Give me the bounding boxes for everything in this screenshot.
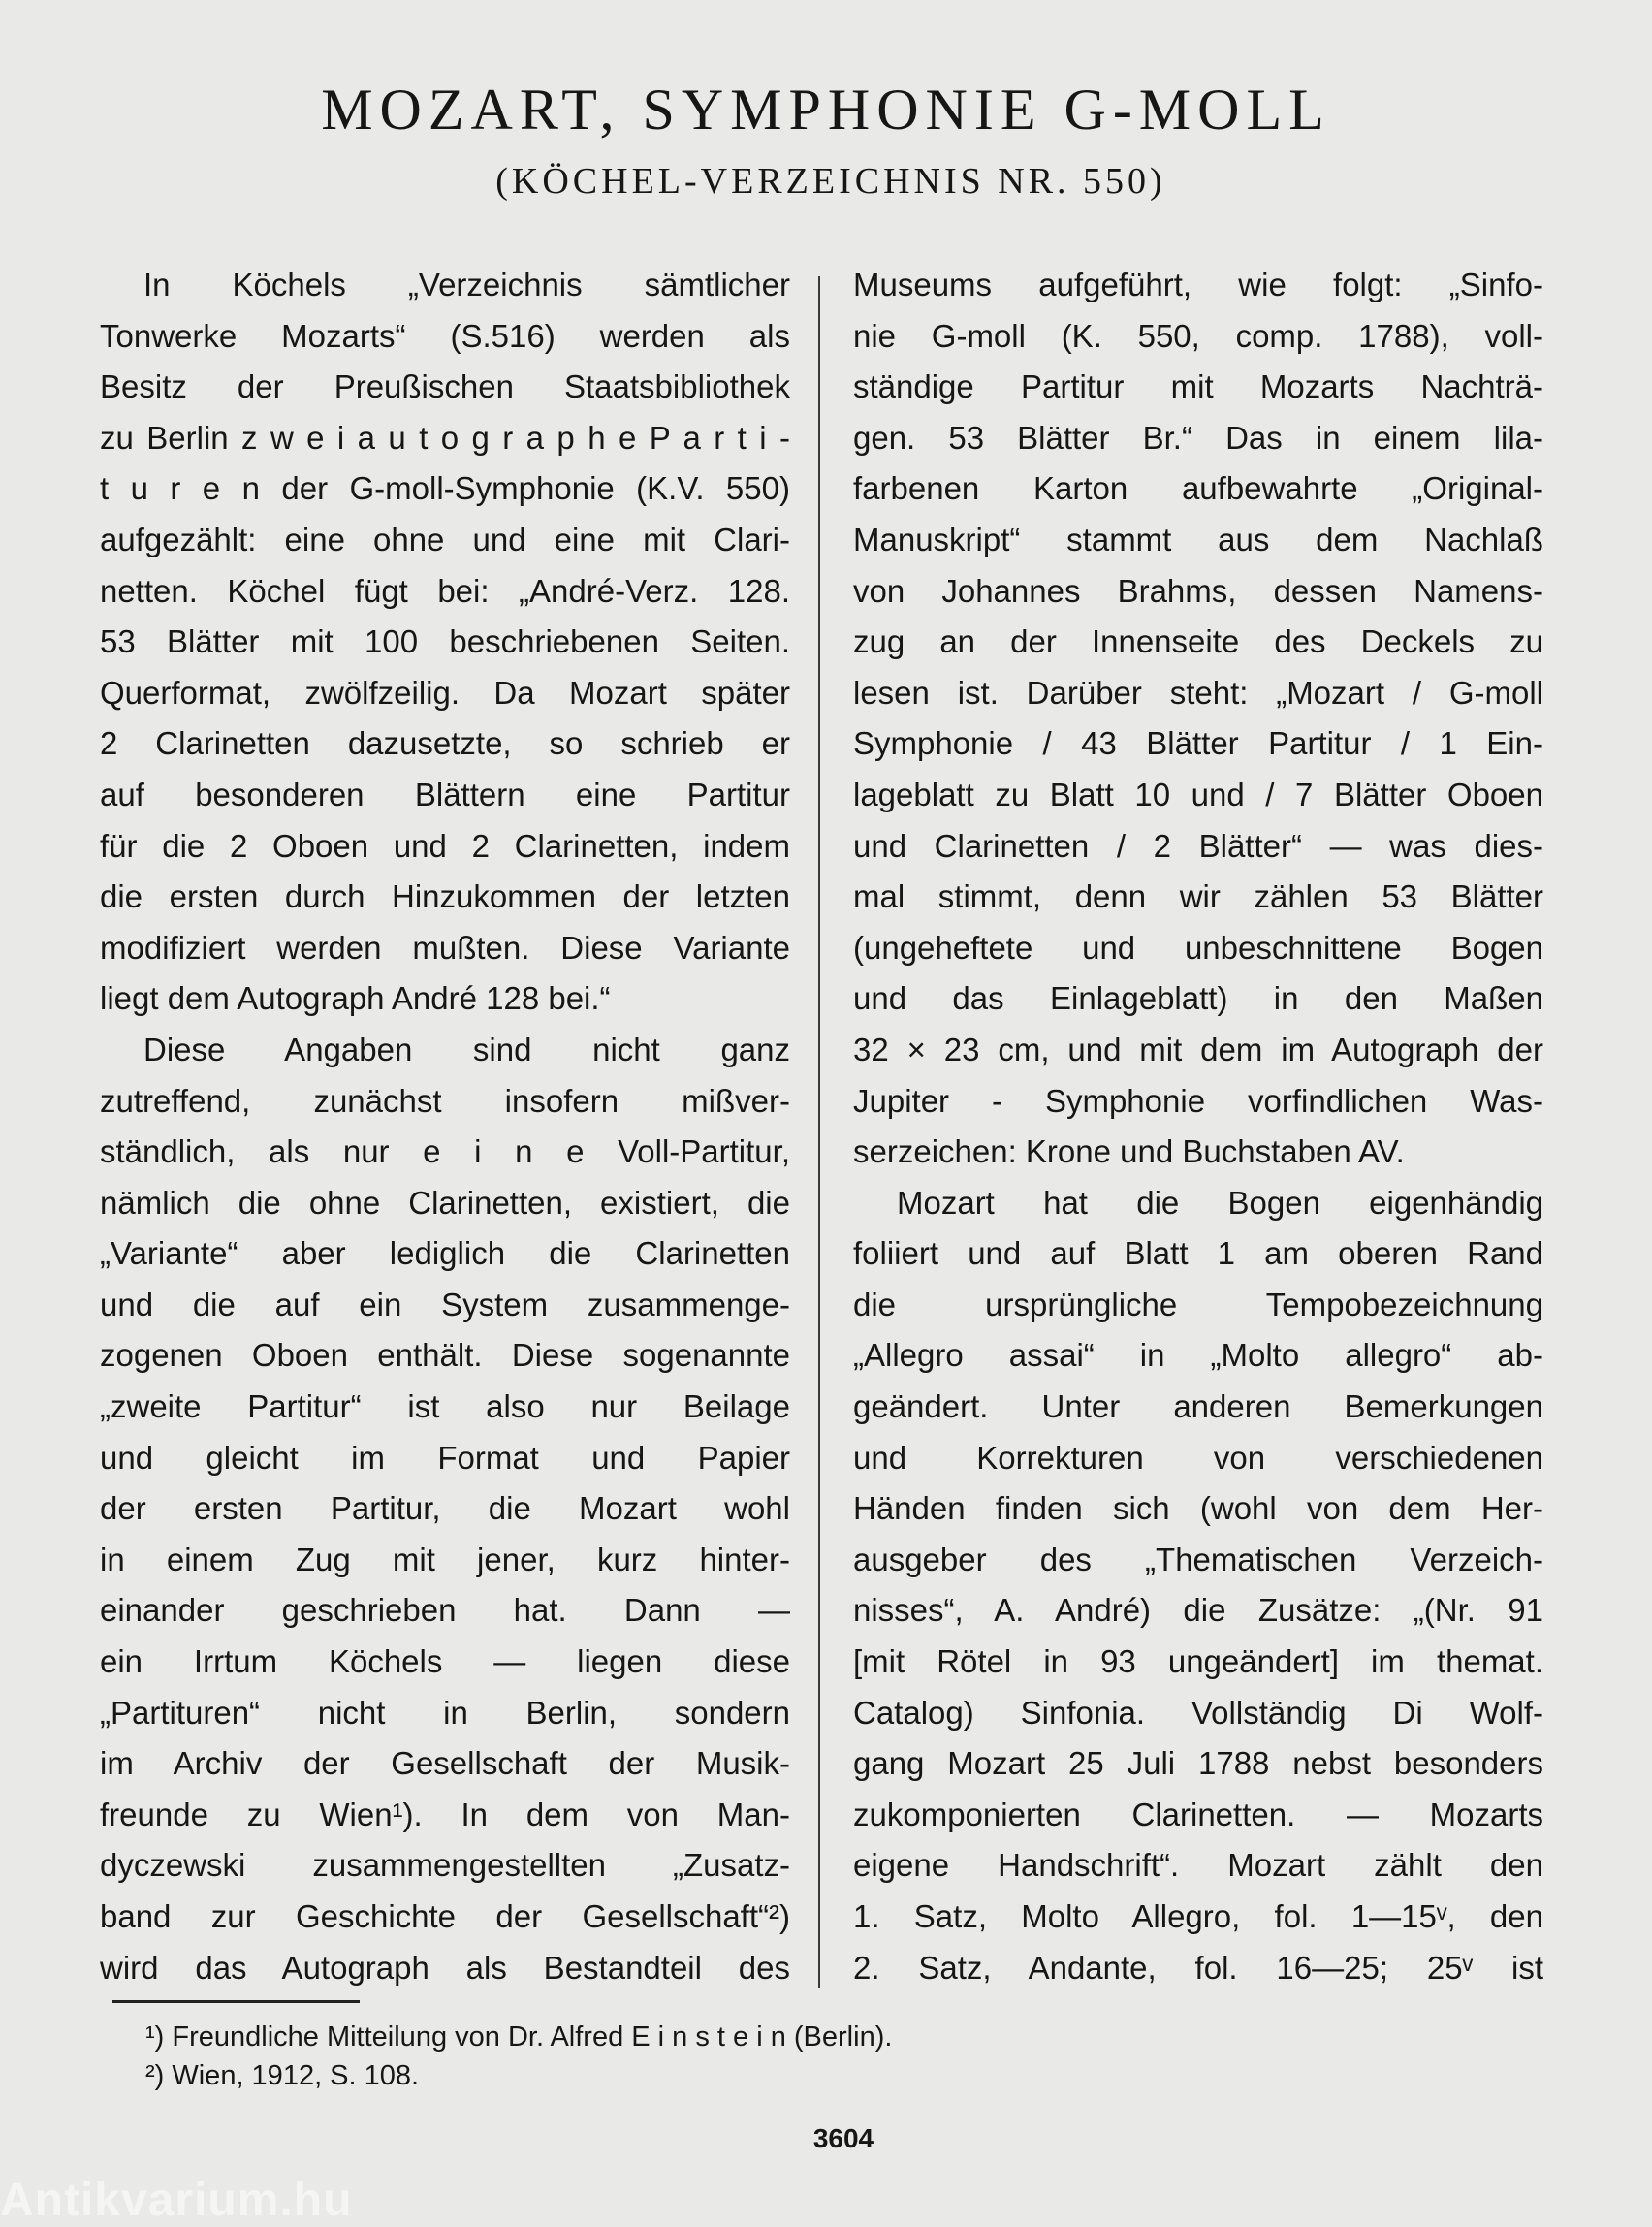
text-line: ausgeber des „Thematischen Verzeich- (853, 1541, 1543, 1577)
text-line: und Clarinetten / 2 Blätter“ — was dies- (853, 827, 1543, 864)
text-line: für die 2 Oboen und 2 Clarinetten, indem (100, 827, 790, 864)
text-line: freunde zu Wien¹). In dem von Man- (100, 1796, 790, 1832)
text-line: In Köchels „Verzeichnis sämtlicher (143, 267, 790, 302)
text-line: in einem Zug mit jener, kurz hinter- (100, 1541, 790, 1577)
text-line: 2 Clarinetten dazusetzte, so schrieb er (100, 725, 790, 762)
text-line: die ursprüngliche Tempobezeichnung (853, 1286, 1543, 1322)
watermark: Antikvarium.hu (0, 2175, 353, 2226)
text-line: modifiziert werden mußten. Diese Variante (100, 929, 790, 966)
text-line: liegt dem Autograph André 128 bei.“ (100, 980, 611, 1017)
text-line: Diese Angaben sind nicht ganz (143, 1031, 790, 1067)
text-line: band zur Geschichte der Gesellschaft“²) (100, 1898, 790, 1934)
text-line: geändert. Unter anderen Bemerkungen (853, 1388, 1543, 1425)
text-line: auf besonderen Blättern eine Partitur (100, 776, 790, 812)
text-line: und Korrekturen von verschiedenen (853, 1439, 1543, 1476)
text-line: Jupiter - Symphonie vorfindlichen Was- (853, 1082, 1543, 1119)
page-number: 3604 (812, 2123, 874, 2153)
text-line: im Archiv der Gesellschaft der Musik- (100, 1745, 790, 1782)
text-line: „Partituren“ nicht in Berlin, sondern (100, 1694, 790, 1731)
text-line: Mozart hat die Bogen eigenhändig (897, 1184, 1543, 1221)
text-line: (ungeheftete und unbeschnittene Bogen (853, 929, 1543, 966)
text-line: gen. 53 Blätter Br.“ Das in einem lila- (853, 419, 1543, 456)
text-line: zukomponierten Clarinetten. — Mozarts (853, 1796, 1543, 1832)
text-line: eigene Handschrift“. Mozart zählt den (853, 1847, 1543, 1884)
text-line: lageblatt zu Blatt 10 und / 7 Blätter Oboen (853, 776, 1543, 812)
text-line: netten. Köchel fügt bei: „André-Verz. 128. (100, 572, 790, 609)
text-line: ein Irrtum Köchels — liegen diese (100, 1643, 790, 1680)
text-line: lesen ist. Darüber steht: „Mozart / G-moll (853, 674, 1543, 711)
text-line: von Johannes Brahms, dessen Namens- (853, 572, 1543, 609)
text-line: 32 × 23 cm, und mit dem im Autograph der (853, 1031, 1543, 1067)
text-line: zogenen Oboen enthält. Diese sogenannte (100, 1337, 790, 1374)
text-line: „zweite Partitur“ ist also nur Beilage (100, 1388, 790, 1425)
text-line: nämlich die ohne Clarinetten, existiert, die (100, 1184, 790, 1221)
text-line: zug an der Innenseite des Deckels zu (853, 623, 1543, 660)
text-line: serzeichen: Krone und Buchstaben AV. (853, 1133, 1405, 1170)
text-line: [mit Rötel in 93 ungeändert] im themat. (853, 1643, 1543, 1680)
text-line: nisses“, A. André) die Zusätze: „(Nr. 91 (853, 1592, 1543, 1629)
text-line: 53 Blätter mit 100 beschriebenen Seiten. (100, 623, 790, 660)
text-line: Manuskript“ stammt aus dem Nachlaß (853, 521, 1543, 557)
text-line: nie G-moll (K. 550, comp. 1788), voll- (853, 317, 1543, 354)
footnote-1: ¹) Freundliche Mitteilung von Dr. Alfred E i n s t e i n (Berlin). (145, 2021, 893, 2052)
right-column (853, 260, 1543, 1993)
text-line: gang Mozart 25 Juli 1788 nebst besonders (853, 1745, 1543, 1782)
text-line: einander geschrieben hat. Dann — (100, 1592, 790, 1629)
page-title: MOZART, SYMPHONIE G-MOLL (321, 78, 1331, 142)
text-line: dyczewski zusammengestellten „Zusatz- (100, 1847, 790, 1884)
text-line: die ersten durch Hinzukommen der letzten (100, 878, 790, 915)
text-line: t u r e n der G-moll-Symphonie (K.V. 550) (100, 470, 790, 507)
text-line: Tonwerke Mozarts“ (S.516) werden als (100, 317, 790, 354)
left-column (100, 260, 790, 1993)
text-line: der ersten Partitur, die Mozart wohl (100, 1490, 790, 1527)
text-line: aufgezählt: eine ohne und eine mit Clari- (100, 521, 790, 557)
text-line: Catalog) Sinfonia. Vollständig Di Wolf- (853, 1694, 1543, 1731)
text-line: ständige Partitur mit Mozarts Nachträ- (853, 368, 1543, 405)
text-line: Besitz der Preußischen Staatsbibliothek (100, 368, 790, 405)
text-line: wird das Autograph als Bestandteil des (100, 1949, 790, 1986)
text-line: Symphonie / 43 Blätter Partitur / 1 Ein- (853, 725, 1543, 762)
text-line: und die auf ein System zusammenge- (100, 1286, 790, 1322)
column-divider (818, 276, 820, 1988)
text-line: Händen finden sich (wohl von dem Her- (853, 1490, 1543, 1527)
text-line: farbenen Karton aufbewahrte „Original- (853, 470, 1543, 507)
text-line: Querformat, zwölfzeilig. Da Mozart später (100, 674, 790, 711)
page-subtitle: (KÖCHEL-VERZEICHNIS NR. 550) (495, 161, 1166, 202)
text-line: 2. Satz, Andante, fol. 16—25; 25ᵛ ist (853, 1949, 1543, 1986)
text-line: „Variante“ aber lediglich die Clarinetten (100, 1235, 790, 1272)
text-line: und gleicht im Format und Papier (100, 1439, 790, 1476)
text-line: zutreffend, zunächst insofern mißver- (100, 1082, 790, 1119)
text-line: ständlich, als nur e i n e Voll-Partitur, (100, 1133, 790, 1170)
text-line: foliiert und auf Blatt 1 am oberen Rand (853, 1235, 1543, 1272)
text-line: zu Berlin z w e i a u t o g r a p h e P a r t i - (100, 419, 790, 456)
text-line: mal stimmt, denn wir zählen 53 Blätter (853, 878, 1543, 915)
text-line: Museums aufgeführt, wie folgt: „Sinfo- (853, 267, 1543, 302)
text-line: und das Einlageblatt) in den Maßen (853, 980, 1543, 1017)
footnote-rule (112, 2000, 360, 2003)
text-line: 1. Satz, Molto Allegro, fol. 1—15ᵛ, den (853, 1898, 1543, 1934)
text-line: „Allegro assai“ in „Molto allegro“ ab- (853, 1337, 1543, 1374)
footnote-2: ²) Wien, 1912, S. 108. (145, 2060, 420, 2091)
